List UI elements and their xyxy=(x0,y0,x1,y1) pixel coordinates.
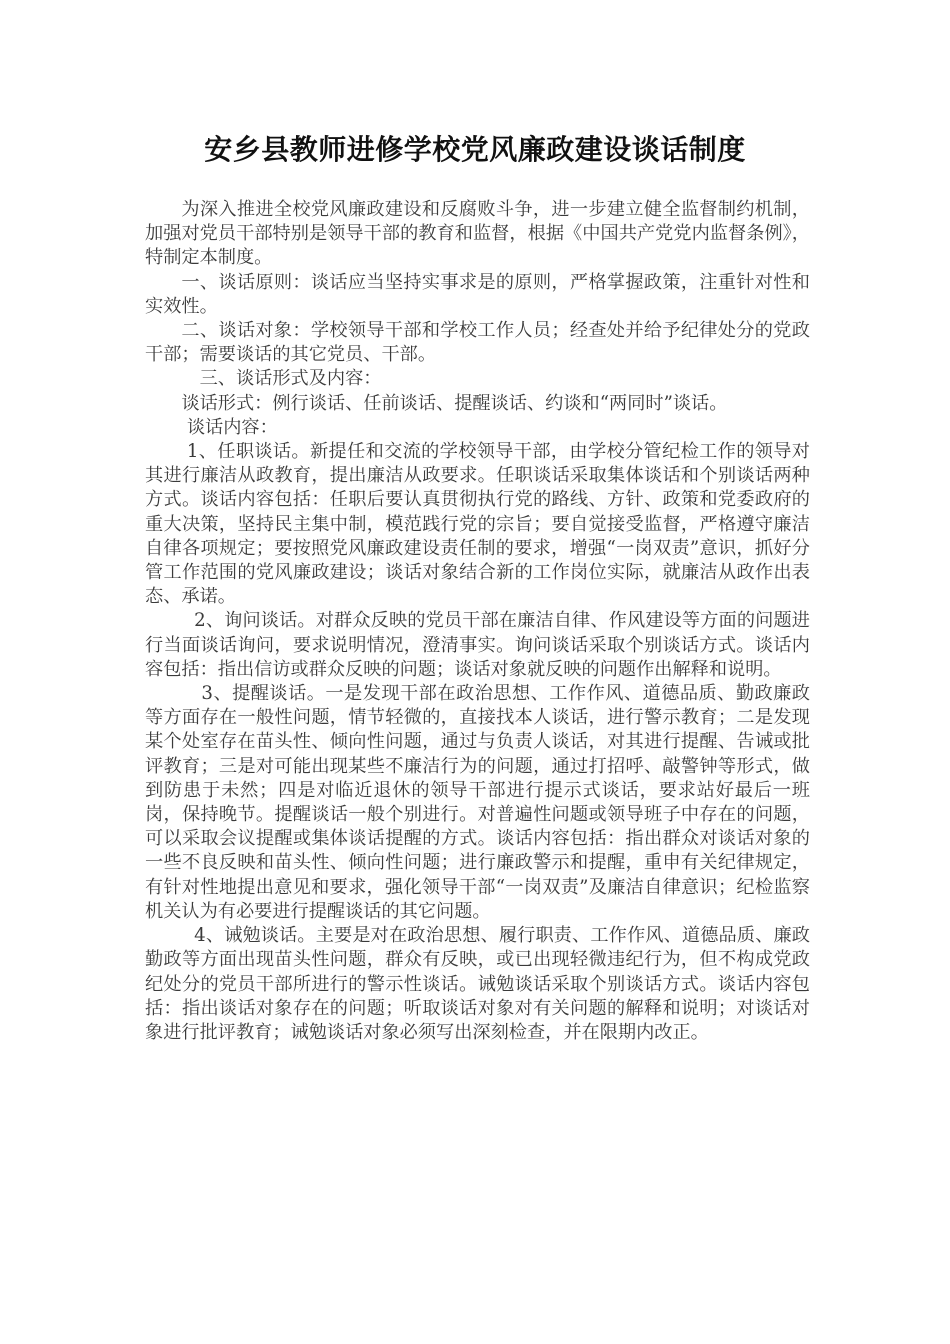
paragraph-item-1: 1、任职谈话。新提任和交流的学校领导干部，由学校分管纪检工作的领导对其进行廉洁从政教育，提出廉洁从政要求。任职谈话采取集体谈话和个别谈话两种方式。谈话内容包括：任职后要认真贯彻执行党的路线、方针、政策和党委政府的重大决策，坚持民主集中制，模范践行党的宗旨；要自觉接受监督，严格遵守廉洁自律各项规定；要按照党风廉政建设责任制的要求，增强“一岗双责”意识，抓好分管工作范围的党风廉政建设；谈话对象结合新的工作岗位实际，就廉洁从政作出表态、承诺。 xyxy=(145,441,810,608)
paragraph-item-4: 4、诫勉谈话。主要是对在政治思想、履行职责、工作作风、道德品质、廉政勤政等方面出现苗头性问题，群众有反映，或已出现轻微违纪行为，但不构成党政纪处分的党员干部所进行的警示性谈话。诫勉谈话采取个别谈话方式。谈话内容包括：指出谈话对象存在的问题；听取谈话对象对有关问题的解释和说明；对谈话对象进行批评教育；诫勉谈话对象必须写出深刻检查，并在限期内改正。 xyxy=(145,925,810,1043)
paragraph-item-3: 3、提醒谈话。一是发现干部在政治思想、工作作风、道德品质、勤政廉政等方面存在一般性问题，情节轻微的，直接找本人谈话，进行警示教育；二是发现某个处室存在苗头性、倾向性问题，通过与负责人谈话，对其进行提醒、告诫或批评教育；三是对可能出现某些不廉洁行为的问题，通过打招呼、敲警钟等形式，做到防患于未然；四是对临近退休的领导干部进行提示式谈话，要求站好最后一班岗，保持晚节。提醒谈话一般个别进行。对普遍性问题或领导班子中存在的问题，可以采取会议提醒或集体谈话提醒的方式。谈话内容包括：指出群众对谈话对象的一些不良反映和苗头性、倾向性问题；进行廉政警示和提醒，重申有关纪律规定，有针对性地提出意见和要求，强化领导干部“一岗双责”及廉洁自律意识；纪检监察机关认为有必要进行提醒谈话的其它问题。 xyxy=(145,683,810,922)
paragraph-item-2: 2、询问谈话。对群众反映的党员干部在廉洁自律、作风建设等方面的问题进行当面谈话询问，要求说明情况，澄清事实。询问谈话采取个别谈话方式。谈话内容包括：指出信访或群众反映的问题；谈话对象就反映的问题作出解释和说明。 xyxy=(145,610,810,680)
document-body xyxy=(145,198,810,1045)
paragraph-form-heading: 三、谈话形式及内容： xyxy=(199,368,382,390)
paragraph-content-heading: 谈话内容： xyxy=(186,416,278,438)
paragraph-principle: 一、谈话原则：谈话应当坚持实事求是的原则，严格掌握政策，注重针对性和实效性。 xyxy=(145,271,810,317)
paragraph-intro: 为深入推进全校党风廉政建设和反腐败斗争，进一步建立健全监督制约机制，加强对党员干部特别是领导干部的教育和监督，根据《中国共产党党内监督条例》，特制定本制度。 xyxy=(145,199,810,269)
paragraph-targets: 二、谈话对象：学校领导干部和学校工作人员；经查处并给予纪律处分的党政干部；需要谈话的其它党员、干部。 xyxy=(145,320,810,366)
paragraph-form: 谈话形式：例行谈话、任前谈话、提醒谈话、约谈和“两同时”谈话。 xyxy=(181,392,728,414)
document-title: 安乡县教师进修学校党风廉政建设谈话制度 xyxy=(204,133,746,166)
